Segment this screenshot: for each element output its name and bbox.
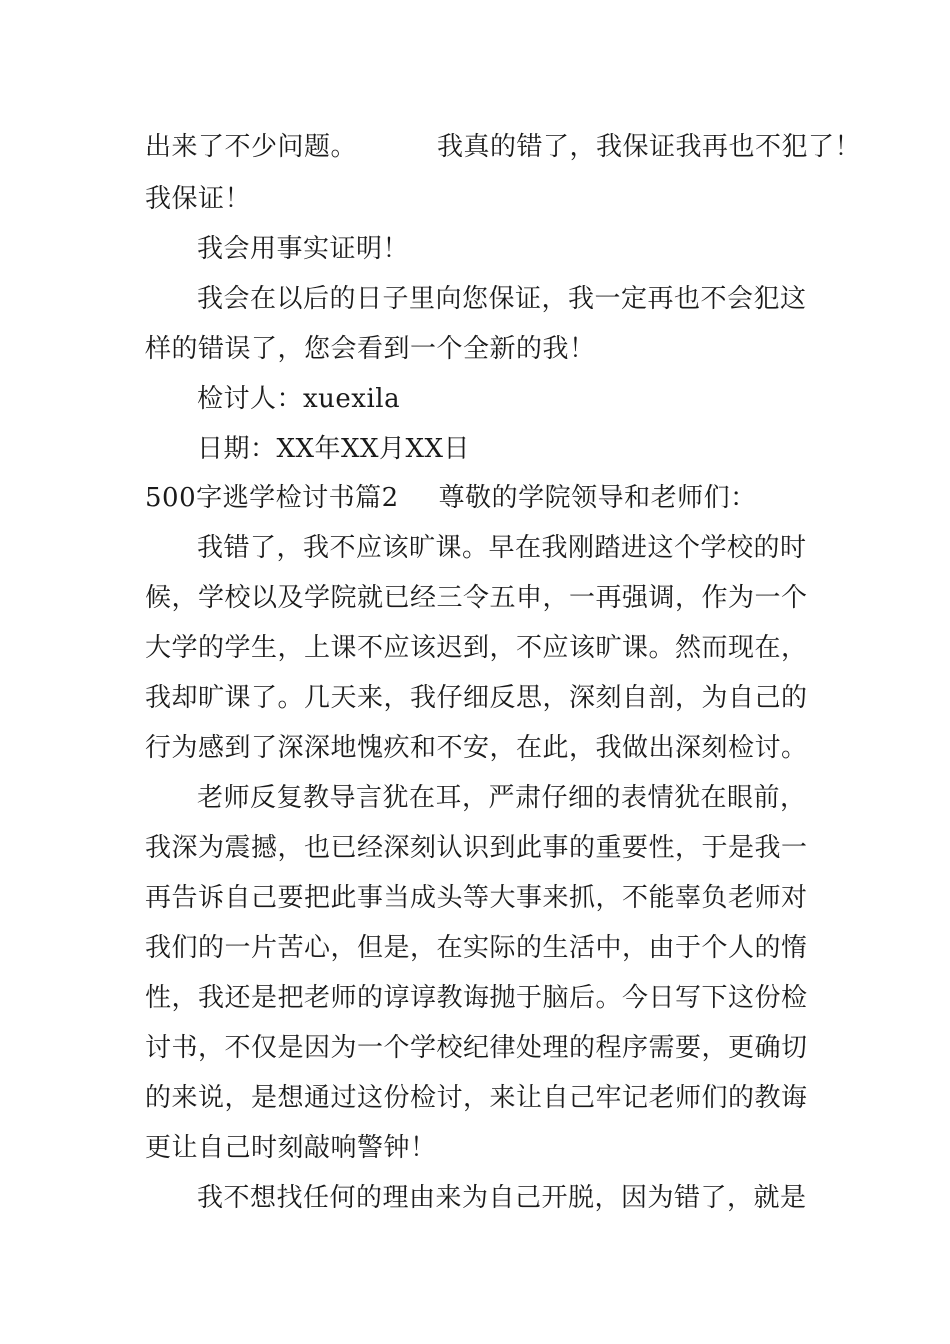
text-line: 我不想找任何的理由来为自己开脱，因为错了，就是 [197, 1183, 807, 1213]
text-line: 讨书，不仅是因为一个学校纪律处理的程序需要，更确切 [145, 1033, 808, 1063]
text-line: 我会用事实证明！ [197, 234, 410, 264]
text-line: 我们的一片苦心，但是，在实际的生活中，由于个人的惰 [145, 933, 808, 963]
signature-line: 检讨人：xuexila [197, 384, 401, 414]
text-line: 再告诉自己要把此事当成头等大事来抓，不能辜负老师对 [145, 883, 808, 913]
text-line: 我会在以后的日子里向您保证，我一定再也不会犯这 [197, 284, 807, 314]
text-line: 老师反复教导言犹在耳，严肃仔细的表情犹在眼前， [197, 783, 807, 813]
text-line: 大学的学生，上课不应该迟到，不应该旷课。然而现在， [145, 633, 808, 663]
text-line: 我错了，我不应该旷课。早在我刚踏进这个学校的时 [197, 533, 807, 563]
text-line: 候，学校以及学院就已经三令五申，一再强调，作为一个 [145, 583, 808, 613]
text-segment: 出来了不少问题。 [145, 132, 358, 162]
text-line: 的来说，是想通过这份检讨，来让自己牢记老师们的教诲 [145, 1083, 808, 1113]
text-line: 我却旷课了。几天来，我仔细反思，深刻自剖，为自己的 [145, 683, 808, 713]
section-heading-line [145, 483, 757, 513]
date-line: 日期：XX年XX月XX日 [197, 434, 471, 464]
salutation: 尊敬的学院领导和老师们： [438, 483, 757, 513]
section-title: 500字逃学检讨书篇2 [145, 483, 399, 513]
text-segment: 我真的错了，我保证我再也不犯了！ [437, 132, 862, 162]
text-line: 更让自己时刻敲响警钟！ [145, 1133, 437, 1163]
text-line: 样的错误了，您会看到一个全新的我！ [145, 334, 596, 364]
text-line: 我深为震撼，也已经深刻认识到此事的重要性，于是我一 [145, 833, 808, 863]
text-line: 行为感到了深深地愧疚和不安，在此，我做出深刻检讨。 [145, 733, 808, 763]
text-line [145, 132, 861, 162]
text-line: 性，我还是把老师的谆谆教诲抛于脑后。今日写下这份检 [145, 983, 808, 1013]
text-line: 我保证！ [145, 184, 252, 214]
